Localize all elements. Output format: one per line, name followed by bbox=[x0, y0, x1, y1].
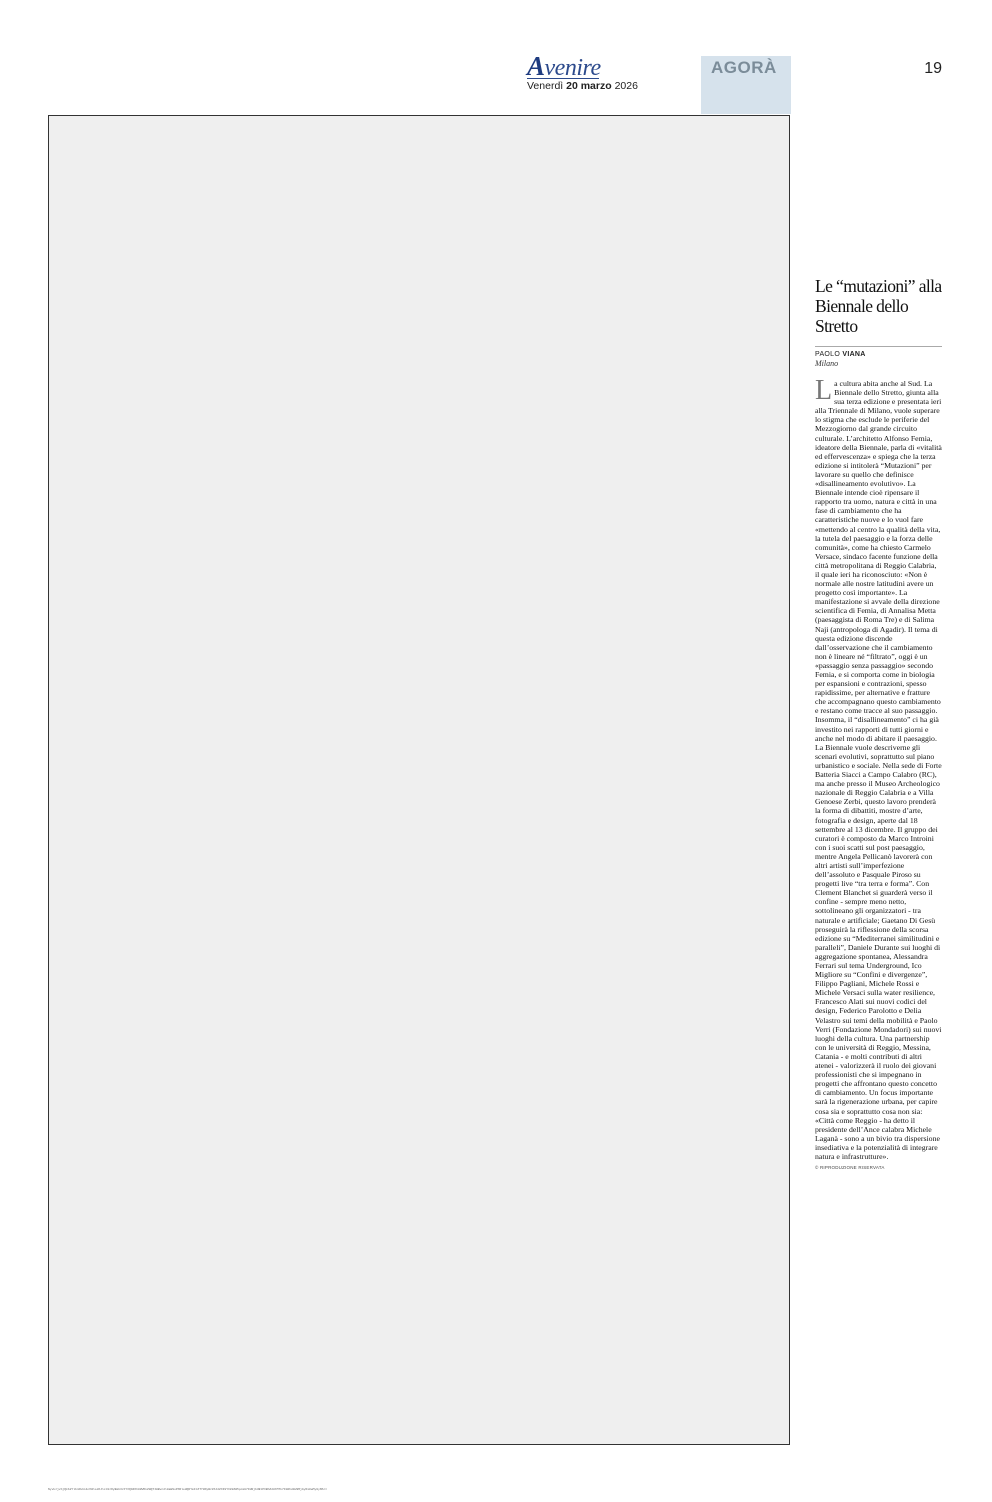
author-first-name: PAOLO bbox=[815, 351, 841, 358]
author-last-name: VIANA bbox=[842, 351, 866, 358]
issue-date bbox=[527, 80, 657, 92]
byline bbox=[815, 346, 942, 359]
logo-initial: A bbox=[527, 51, 545, 81]
page-number: 19 bbox=[924, 60, 942, 77]
date-bold: 20 marzo bbox=[566, 80, 612, 92]
drop-cap: L bbox=[815, 375, 833, 406]
date-prefix: Venerdì bbox=[527, 80, 567, 92]
dateline-place: Milano bbox=[815, 359, 839, 368]
date-suffix: 2026 bbox=[611, 80, 638, 92]
section-title: AGORÀ bbox=[711, 58, 777, 77]
footer-code: NyvkzjvbjQkb2YlbnNvbi1mYWlsdXJlcz0zOyBmb3JtYXQ9ZXh0ZW5kZWQ7IHBvc2l0aW9uPXRleHQ6YmFzZTY0OyBzZXJ2ZXI9YXZ2ZW5pcmU7IHNjb3BlPXBhZ2UtMTk7IGRhdGU9MjAyNi0wMy0yMA== bbox=[48, 1488, 328, 1491]
article-body-text: a cultura abita anche al Sud. La Biennale dello Stretto, giunta alla sua terza edizione e presentata ieri alla Triennale di Milano, vuole superare lo stigma che esclude le periferie del Mezzogiorno dal grande circuito culturale. L’architetto Alfonso Femia, ideatore della Biennale, parla di «vitalità ed effervescenza» e spiega che la terza edizione si intitolerà “Mutazioni” per lavorare su quello che definisce «disallineamento evolutivo». La Biennale intende cioè ripensare il rapporto tra uomo, natura e città in una fase di cambiamento che ha caratteristiche nuove e lo vuol fare «mettendo al centro la qualità della vita, la tutela del paesaggio e la forza delle comunità», come ha chiesto Carmelo Versace, sindaco facente funzione della città metropolitana di Reggio Calabria, il quale ieri ha riconosciuto: «Non è normale alle nostre latitudini avere un progetto così importante». La manifestazione si avvale della direzione scientifica di Femia, di Annalisa Metta (paesaggista di Roma Tre) e di Salima Naji (antropologa di Agadir). Il tema di questa edizione discende dall’osservazione che il cambiamento non è lineare né “filtrato”, oggi è un «passaggio senza passaggio» secondo Femia, e si comporta come in biologia per espansioni e contrazioni, spesso rapidissime, per alternative e fratture che accompagnano questo cambiamento e restano come tracce al suo passaggio. Insomma, il “disallineamento” ci ha già investito nei rapporti di tutti giorni e anche nel modo di abitare il paesaggio. La Biennale vuole descriverne gli scenari evolutivi, soprattutto sul piano urbanistico e sociale. Nella sede di Forte Batteria Siacci a Campo Calabro (RC), ma anche presso il Museo Archeologico nazionale di Reggio Calabria e a Villa Genoese Zerbi, questo lavoro prenderà la forma di dibattiti, mostre d’arte, fotografia e design, aperte dal 18 settembre al 13 dicembre. Il gruppo dei curatori è composto da Marco Introini con i suoi scatti sul post paesaggio, mentre Angela Pellicanò lavorerà con altri artisti sull’imperfezione dell’assoluto e Pasquale Piroso su progetti live “tra terra e forma”. Con Clement Blanchet si guarderà verso il confine - sempre meno netto, sottolineano gli organizzatori - tra naturale e artificiale; Gaetano Di Gesù proseguirà la riflessione della scorsa edizione su “Mediterranei similitudini e paralleli”, Daniele Durante sui luoghi di aggregazione spontanea, Alessandra Ferrari sul tema Underground, Ico Migliore su “Confini e divergenze”, Filippo Pagliani, Michele Rossi e Michele Versaci sulla water resilience, Francesco Alati sui nuovi codici del design, Federico Parolotto e Delia Velastro sui temi della mobilità e Paolo Verri (Fondazione Mondadori) sui nuovi luoghi della cultura. Una partnership con le università di Reggio, Messina, Catania - e molti contributi di altri atenei - valorizzerà il ruolo dei giovani professionisti che si impegnano in progetti che affrontano questo concetto di cambiamento. Un focus importante sarà la rigenerazione urbana, per capire cosa sia e soprattutto cosa non sia: «Città come Reggio - ha detto il presidente dell’Ance calabra Michele Laganà - sono a un bivio tra dispersione insediativa e la potenzialità di integrare natura e infrastrutture». bbox=[815, 379, 942, 1161]
article-headline: Le “mutazioni” alla Biennale dello Stretto bbox=[815, 276, 942, 336]
article-body bbox=[815, 375, 942, 1161]
avvenire-logo[interactable] bbox=[527, 51, 657, 81]
copyright-notice: © RIPRODUZIONE RISERVATA bbox=[815, 1165, 885, 1171]
section-tab bbox=[701, 56, 791, 114]
advertisement-frame bbox=[48, 115, 790, 1445]
logo-rest: venire bbox=[544, 55, 601, 81]
masthead bbox=[527, 51, 657, 92]
article bbox=[815, 276, 942, 1170]
